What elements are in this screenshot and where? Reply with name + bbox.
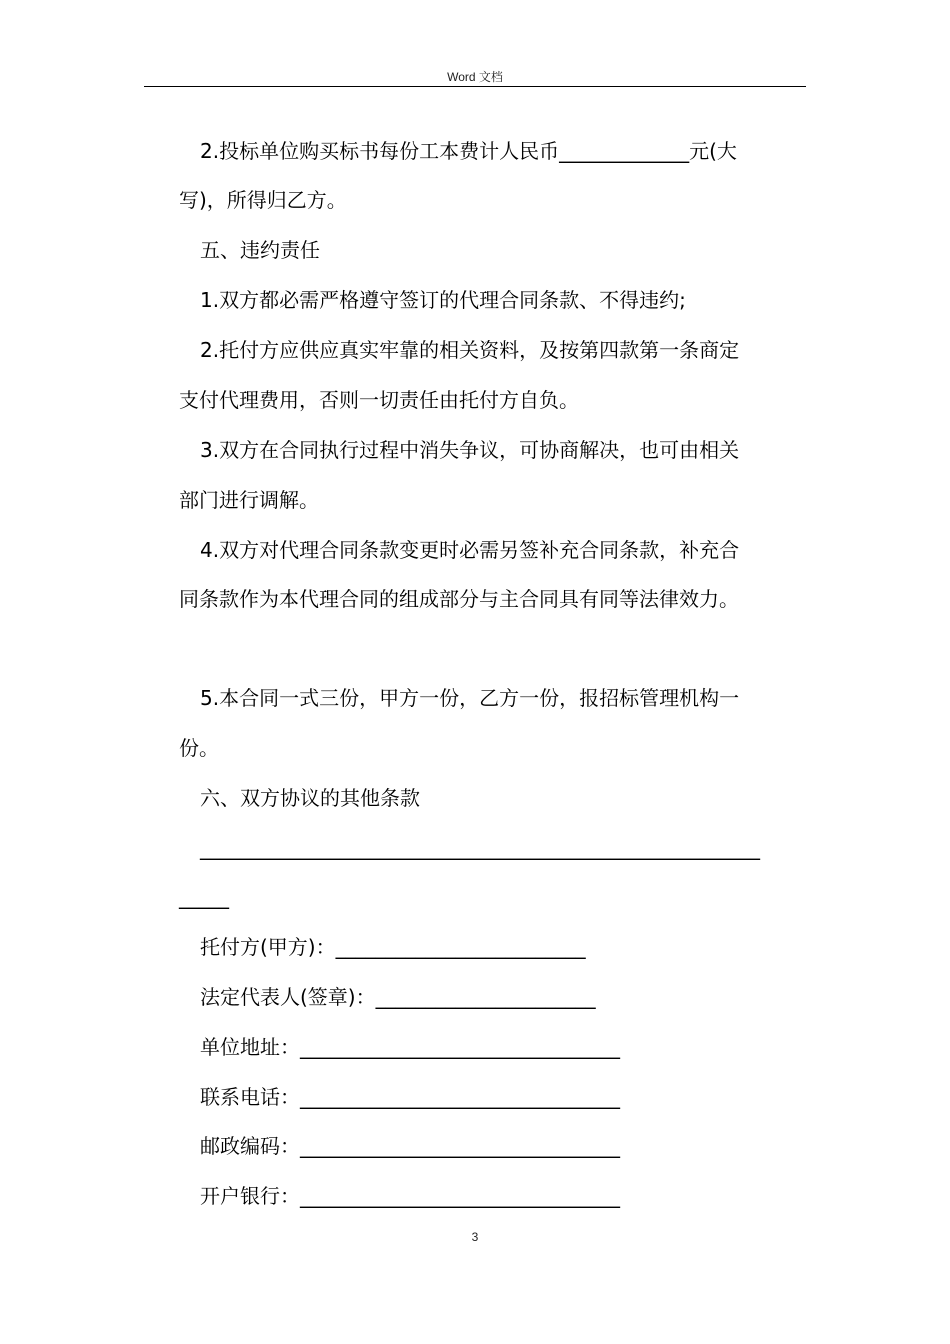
text-line: 部门进行调解。 <box>179 488 319 512</box>
signature-field: 法定代表人(签章)：______________________ <box>200 985 596 1009</box>
text-line: 写)，所得归乙方。 <box>179 188 347 212</box>
text-line: 2.托付方应供应真实牢靠的相关资料，及按第四款第一条商定 <box>200 338 740 362</box>
text-line: 支付代理费用，否则一切责任由托付方自负。 <box>179 388 579 412</box>
header-rule <box>144 86 806 87</box>
text-line: 4.双方对代理合同条款变更时必需另签补充合同条款，补充合 <box>200 538 740 562</box>
signature-field: 托付方(甲方)：_________________________ <box>200 935 586 959</box>
section-heading: 五、违约责任 <box>200 238 320 262</box>
postcode-field: 邮政编码：________________________________ <box>200 1134 620 1158</box>
blank-line: _____ <box>179 885 229 909</box>
section-heading: 六、双方协议的其他条款 <box>200 786 420 810</box>
page-number: 3 <box>471 1230 479 1244</box>
bank-field: 开户银行：________________________________ <box>200 1184 620 1208</box>
text-line: 份。 <box>179 736 219 760</box>
text-line: 3.双方在合同执行过程中消失争议，可协商解决，也可由相关 <box>200 438 740 462</box>
phone-field: 联系电话：________________________________ <box>200 1085 620 1109</box>
text-line: 2.投标单位购买标书每份工本费计人民币_____________元(大 <box>200 139 737 163</box>
text-line: 5.本合同一式三份，甲方一份，乙方一份，报招标管理机构一 <box>200 686 740 710</box>
text-line: 1.双方都必需严格遵守签订的代理合同条款、不得违约; <box>200 288 686 312</box>
text-line: 同条款作为本代理合同的组成部分与主合同具有同等法律效力。 <box>179 587 739 611</box>
page-header: Word 文档 <box>447 70 503 84</box>
blank-line: ________________________________________________________ <box>200 836 760 860</box>
address-field: 单位地址：________________________________ <box>200 1035 620 1059</box>
